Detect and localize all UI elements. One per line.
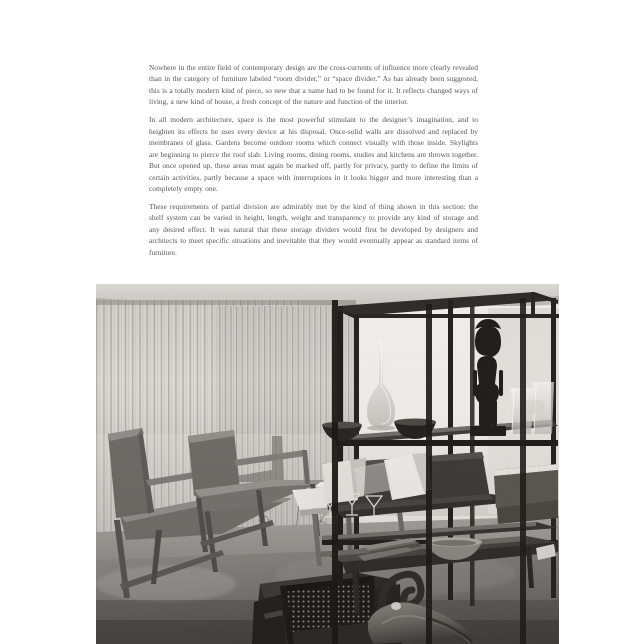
paragraph-1: Nowhere in the entire field of contemporary design are the cross-currents of influence more clearly revealed than in the category of furniture labeled “room divider,” or “space divider.” As has already been suggested, this is a totally modern kind of piece, so new that a name had to be found for it. It reflects changed ways of living, a new kind of house, a fresh concept of the nature and function of the interior. [149, 63, 478, 107]
paragraph-3: These requirements of partial division are admirably met by the kind of thing shown in this section: the shelf system can be varied in height, length, weight and transparency to provide any kind of storage and any desired effect. It was natural that these storage dividers would first be developed by designers and architects to meet specific situations and inevitable that they would eventually appear as standard items of furniture. [149, 201, 478, 257]
photograph-artwork [96, 284, 559, 644]
paragraph-2: In all modern architecture, space is the most powerful stimulant to the designer’s imagination, and to heighten its effects he uses every device at his disposal. Once-solid walls are dissolved and replaced by membranes of glass. Gardens become outdoor rooms which connect visually with those inside. Skylights are beginning to pierce the roof slab. Living rooms, dining rooms, studies and kitchens are thrown together. But once opened up, these areas must again be marked off, partly for privacy, partly to define the limits of certain activities, partly because a space with interruptions in it looks bigger and more interesting than a completely empty one. [149, 115, 478, 194]
interior-photograph [96, 284, 559, 644]
body-text-block [149, 62, 478, 258]
